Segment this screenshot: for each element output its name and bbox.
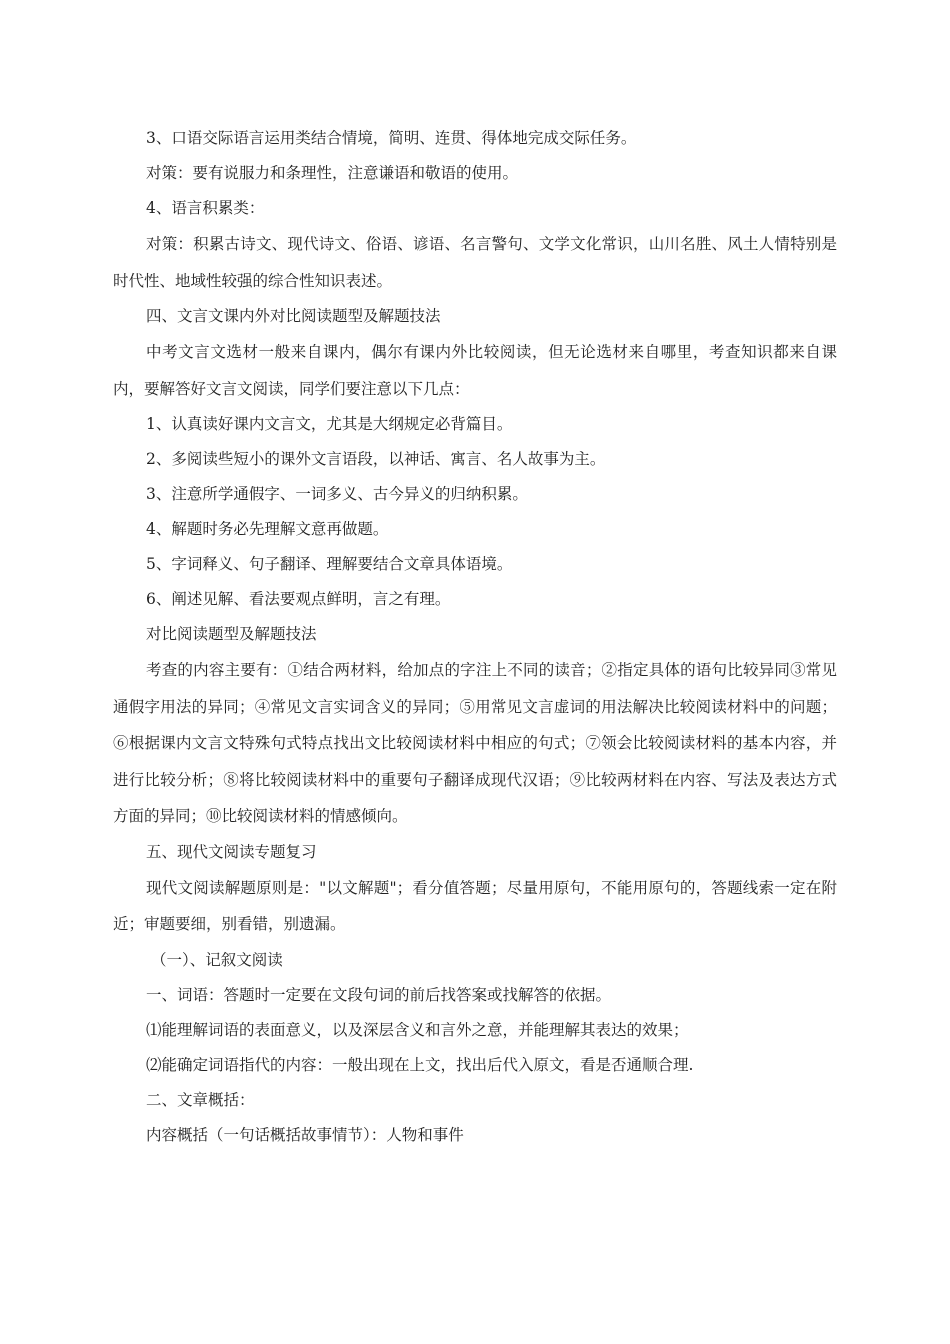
section-heading-modern-reading: 五、现代文阅读专题复习 (146, 842, 317, 861)
paragraph-exam-content: 考查的内容主要有：①结合两材料，给加点的字注上不同的读音；②指定具体的语句比较异同③常见通假字用法的异同；④常见文言实词含义的异同；⑤用常见文言虚词的用法解决比较阅读材料中的问题；⑥根据课内文言文特殊句式特点找出文比较阅读材料中相应的句式；⑦领会比较阅读材料的基本内容，并进行比较分析；⑧将比较阅读材料中的重要句子翻译成现代汉语；⑨比较两材料在内容、写法及表达方式方面的异同；⑩比较阅读材料的情感倾向。 (113, 661, 837, 825)
paragraph-content-summary: 内容概括（一句话概括故事情节）：人物和事件 (146, 1125, 464, 1144)
list-item-4: 4、解题时务必先理解文意再做题。 (146, 520, 389, 538)
paragraph-oral-communication: 3、口语交际语言运用类结合情境，简明、连贯、得体地完成交际任务。 (146, 129, 637, 147)
section-heading-classical-chinese: 四、文言文课内外对比阅读题型及解题技法 (146, 307, 441, 325)
document-body (113, 121, 837, 1153)
subheading-comparative-reading: 对比阅读题型及解题技法 (146, 625, 317, 643)
paragraph-strategy-accumulation: 对策：积累古诗文、现代诗文、俗语、谚语、名言警句、文学文化常识，山川名胜、风土人情特别是时代性、地域性较强的综合性知识表述。 (113, 235, 837, 290)
list-item-1: 1、认真读好课内文言文，尤其是大纲规定必背篇目。 (146, 415, 513, 433)
list-item-5: 5、字词释义、句子翻译、理解要结合文章具体语境。 (146, 555, 513, 573)
paragraph-modern-principles: 现代文阅读解题原则是："以文解题"；看分值答题；尽量用原句，不能用原句的，答题线索一定在附近；审题要细，别看错，别遗漏。 (113, 878, 837, 933)
paragraph-words-point-1: ⑴能理解词语的表面意义，以及深层含义和言外之意，并能理解其表达的效果； (146, 1020, 689, 1039)
paragraph-words-point-2: ⑵能确定词语指代的内容：一般出现在上文，找出后代入原文，看是否通顺合理. (146, 1055, 694, 1074)
paragraph-summary-heading: 二、文章概括： (146, 1090, 255, 1109)
list-item-2: 2、多阅读些短小的课外文言语段，以神话、寓言、名人故事为主。 (146, 450, 606, 468)
paragraph-words: 一、词语：答题时一定要在文段句词的前后找答案或找解答的依据。 (146, 985, 612, 1004)
paragraph-classical-intro: 中考文言文选材一般来自课内，偶尔有课内外比较阅读，但无论选材来自哪里，考查知识都来自课内，要解答好文言文阅读，同学们要注意以下几点： (113, 343, 837, 398)
paragraph-language-accumulation: 4、语言积累类： (146, 199, 265, 217)
list-item-3: 3、注意所学通假字、一词多义、古今异义的归纳积累。 (146, 485, 528, 503)
subheading-narrative-reading: （一）、记叙文阅读 (151, 950, 283, 969)
list-item-6: 6、阐述见解、看法要观点鲜明，言之有理。 (146, 590, 451, 608)
paragraph-strategy-persuasion: 对策：要有说服力和条理性，注意谦语和敬语的使用。 (146, 164, 519, 182)
